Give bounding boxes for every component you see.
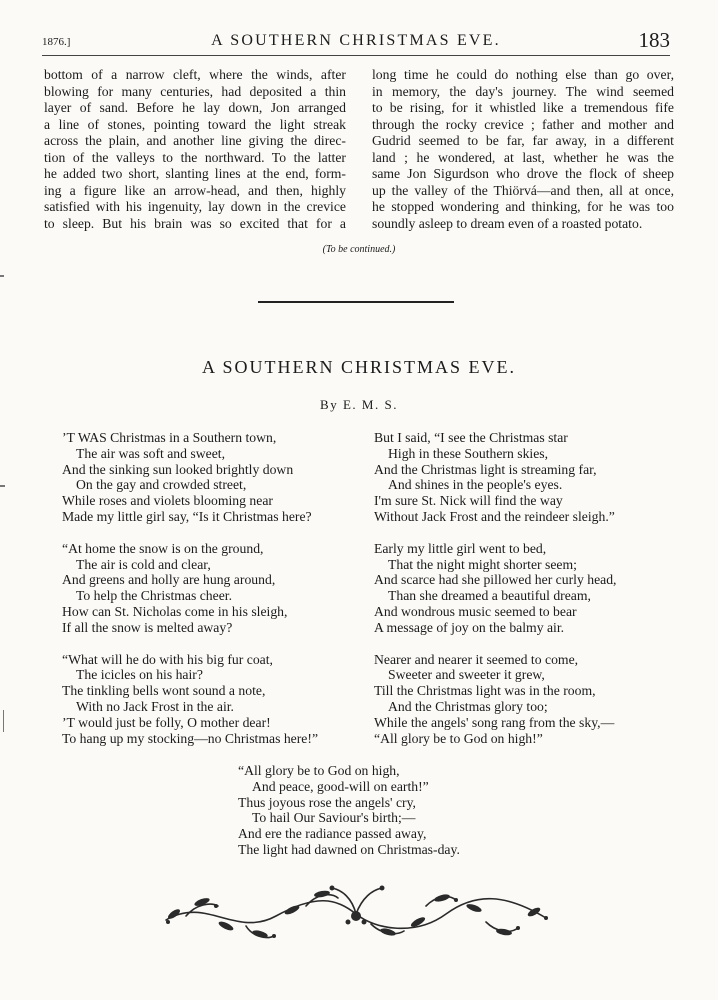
verse-line: And ere the radiance passed away, <box>238 826 427 842</box>
verse-line: ’T would just be folly, O mother dear! <box>62 714 271 730</box>
verse-line: “All glory be to God on high, <box>238 763 400 778</box>
poem-column-right <box>374 430 616 762</box>
verse-line: But I said, “I see the Christmas star <box>374 430 568 445</box>
prose-line: long time he could do nothing else than go over, <box>372 67 674 82</box>
verse-line: Sweeter and sweeter it grew, <box>388 667 545 683</box>
verse-line: On the gay and crowded street, <box>76 477 247 493</box>
verse-line: High in these Southern skies, <box>388 445 549 461</box>
verse-line: And scarce had she pillowed her curly head, <box>374 572 617 588</box>
verse-line: Than she dreamed a beautiful dream, <box>388 588 591 604</box>
poem-byline: By E. M. S. <box>320 397 398 412</box>
verse-line: And the sinking sun looked brightly down <box>62 461 294 477</box>
header-year: 1876.] <box>42 36 71 48</box>
stanza <box>374 430 616 525</box>
prose-line: satisfied with his ingenuity, lay down in the crevice <box>44 199 346 214</box>
prose-line: blowing for many centuries, had deposited a thin <box>44 83 346 99</box>
verse-line: And peace, good-will on earth!” <box>252 778 429 794</box>
verse-line: To hang up my stocking—no Christmas here!” <box>62 730 319 746</box>
prose-line: layer of sand. Before he lay down, Jon arranged <box>44 100 346 115</box>
prose-line: up the valley of the Thiörvá—and then, all at once, <box>372 182 674 198</box>
verse-line: And shines in the people's eyes. <box>388 477 563 493</box>
margin-mark <box>0 485 5 487</box>
verse-line: While roses and violets blooming near <box>62 493 273 509</box>
prose-line: through the rocky crevice ; father and mother and <box>372 116 674 132</box>
prose-line: he stopped wondering and thinking, for he was too <box>372 199 674 214</box>
page-header <box>42 30 670 52</box>
verse-line: Without Jack Frost and the reindeer sleigh.” <box>374 508 615 524</box>
stanza <box>62 541 318 636</box>
verse-line: “At home the snow is on the ground, <box>62 540 264 556</box>
prose-line: to be rising, for it whistled like a tremendous fife <box>372 100 674 115</box>
verse-line: A message of joy on the balmy air. <box>374 619 565 635</box>
poem-title: A SOUTHERN CHRISTMAS EVE. <box>201 357 517 377</box>
header-rule <box>42 55 670 56</box>
prose-line: land ; he wondered, at last, whether he was the <box>372 149 674 165</box>
verse-line: Nearer and nearer it seemed to come, <box>374 651 579 667</box>
poem-column-left <box>62 430 318 762</box>
verse-line: “All glory be to God on high!” <box>374 730 543 746</box>
stanza <box>62 652 318 747</box>
prose-line: bottom of a narrow cleft, where the winds, after <box>44 67 346 82</box>
verse-line: The tinkling bells wont sound a note, <box>62 683 266 699</box>
verse-line: The icicles on his hair? <box>76 667 203 683</box>
prose-column-left <box>44 67 346 232</box>
running-title: A SOUTHERN CHRISTMAS EVE. <box>211 32 501 49</box>
stanza <box>62 430 318 525</box>
prose-line: a line of stones, pointing toward the light streak <box>44 116 346 132</box>
verse-line: While the angels' song rang from the sky,— <box>374 714 615 730</box>
margin-mark <box>0 275 4 277</box>
prose-column-right <box>372 67 674 232</box>
verse-line: Thus joyous rose the angels' cry, <box>238 794 416 810</box>
verse-line: And wondrous music seemed to bear <box>374 603 577 619</box>
verse-line: And the Christmas light is streaming far, <box>374 461 597 477</box>
holly-vine-ornament-icon <box>156 876 554 948</box>
verse-line: Made my little girl say, “Is it Christmas here? <box>62 508 312 524</box>
prose-line: Gudrid seemed to be far, far away, in a different <box>372 133 674 148</box>
prose-line: tion of the valleys to the northward. To the latter <box>44 149 346 165</box>
stanza <box>374 652 616 747</box>
poem-final-stanza <box>238 763 460 858</box>
prose-line: soundly asleep to dream even of a roasted potato. <box>372 215 643 231</box>
verse-line: “What will he do with his big fur coat, <box>62 651 273 667</box>
to-be-continued-note: (To be continued.) <box>322 244 396 255</box>
verse-line: With no Jack Frost in the air. <box>76 698 234 714</box>
verse-line: The light had dawned on Christmas-day. <box>238 841 460 857</box>
verse-line: Early my little girl went to bed, <box>374 540 547 556</box>
prose-line: he added two short, slanting lines at the end, form- <box>44 166 346 181</box>
verse-line: The air is cold and clear, <box>76 556 211 572</box>
verse-line: ’T WAS Christmas in a Southern town, <box>62 430 277 445</box>
verse-line: To help the Christmas cheer. <box>76 588 233 604</box>
margin-mark <box>3 710 4 732</box>
verse-line: Till the Christmas light was in the room, <box>374 683 596 699</box>
verse-line: I'm sure St. Nick will find the way <box>374 493 563 509</box>
prose-line: to sleep. But his brain was so excited that for a <box>44 215 346 231</box>
verse-line: If all the snow is melted away? <box>62 619 233 635</box>
stanza <box>374 541 616 636</box>
verse-line: That the night might shorter seem; <box>388 556 577 572</box>
verse-line: How can St. Nicholas come in his sleigh, <box>62 603 288 619</box>
verse-line: And greens and holly are hung around, <box>62 572 276 588</box>
verse-line: To hail Our Saviour's birth;— <box>252 810 416 826</box>
page-number: 183 <box>638 28 670 52</box>
prose-line: ing a figure like an arrow-head, and then, highly <box>44 182 346 198</box>
prose-line: same Jon Sigurdson who drove the flock of sheep <box>372 166 674 181</box>
verse-line: And the Christmas glory too; <box>388 698 548 714</box>
prose-line: across the plain, and another line giving the direc- <box>44 133 346 148</box>
prose-line: in memory, the day's journey. The wind seemed <box>372 83 674 99</box>
verse-line: The air was soft and sweet, <box>76 445 225 461</box>
section-separator-rule <box>258 301 454 303</box>
